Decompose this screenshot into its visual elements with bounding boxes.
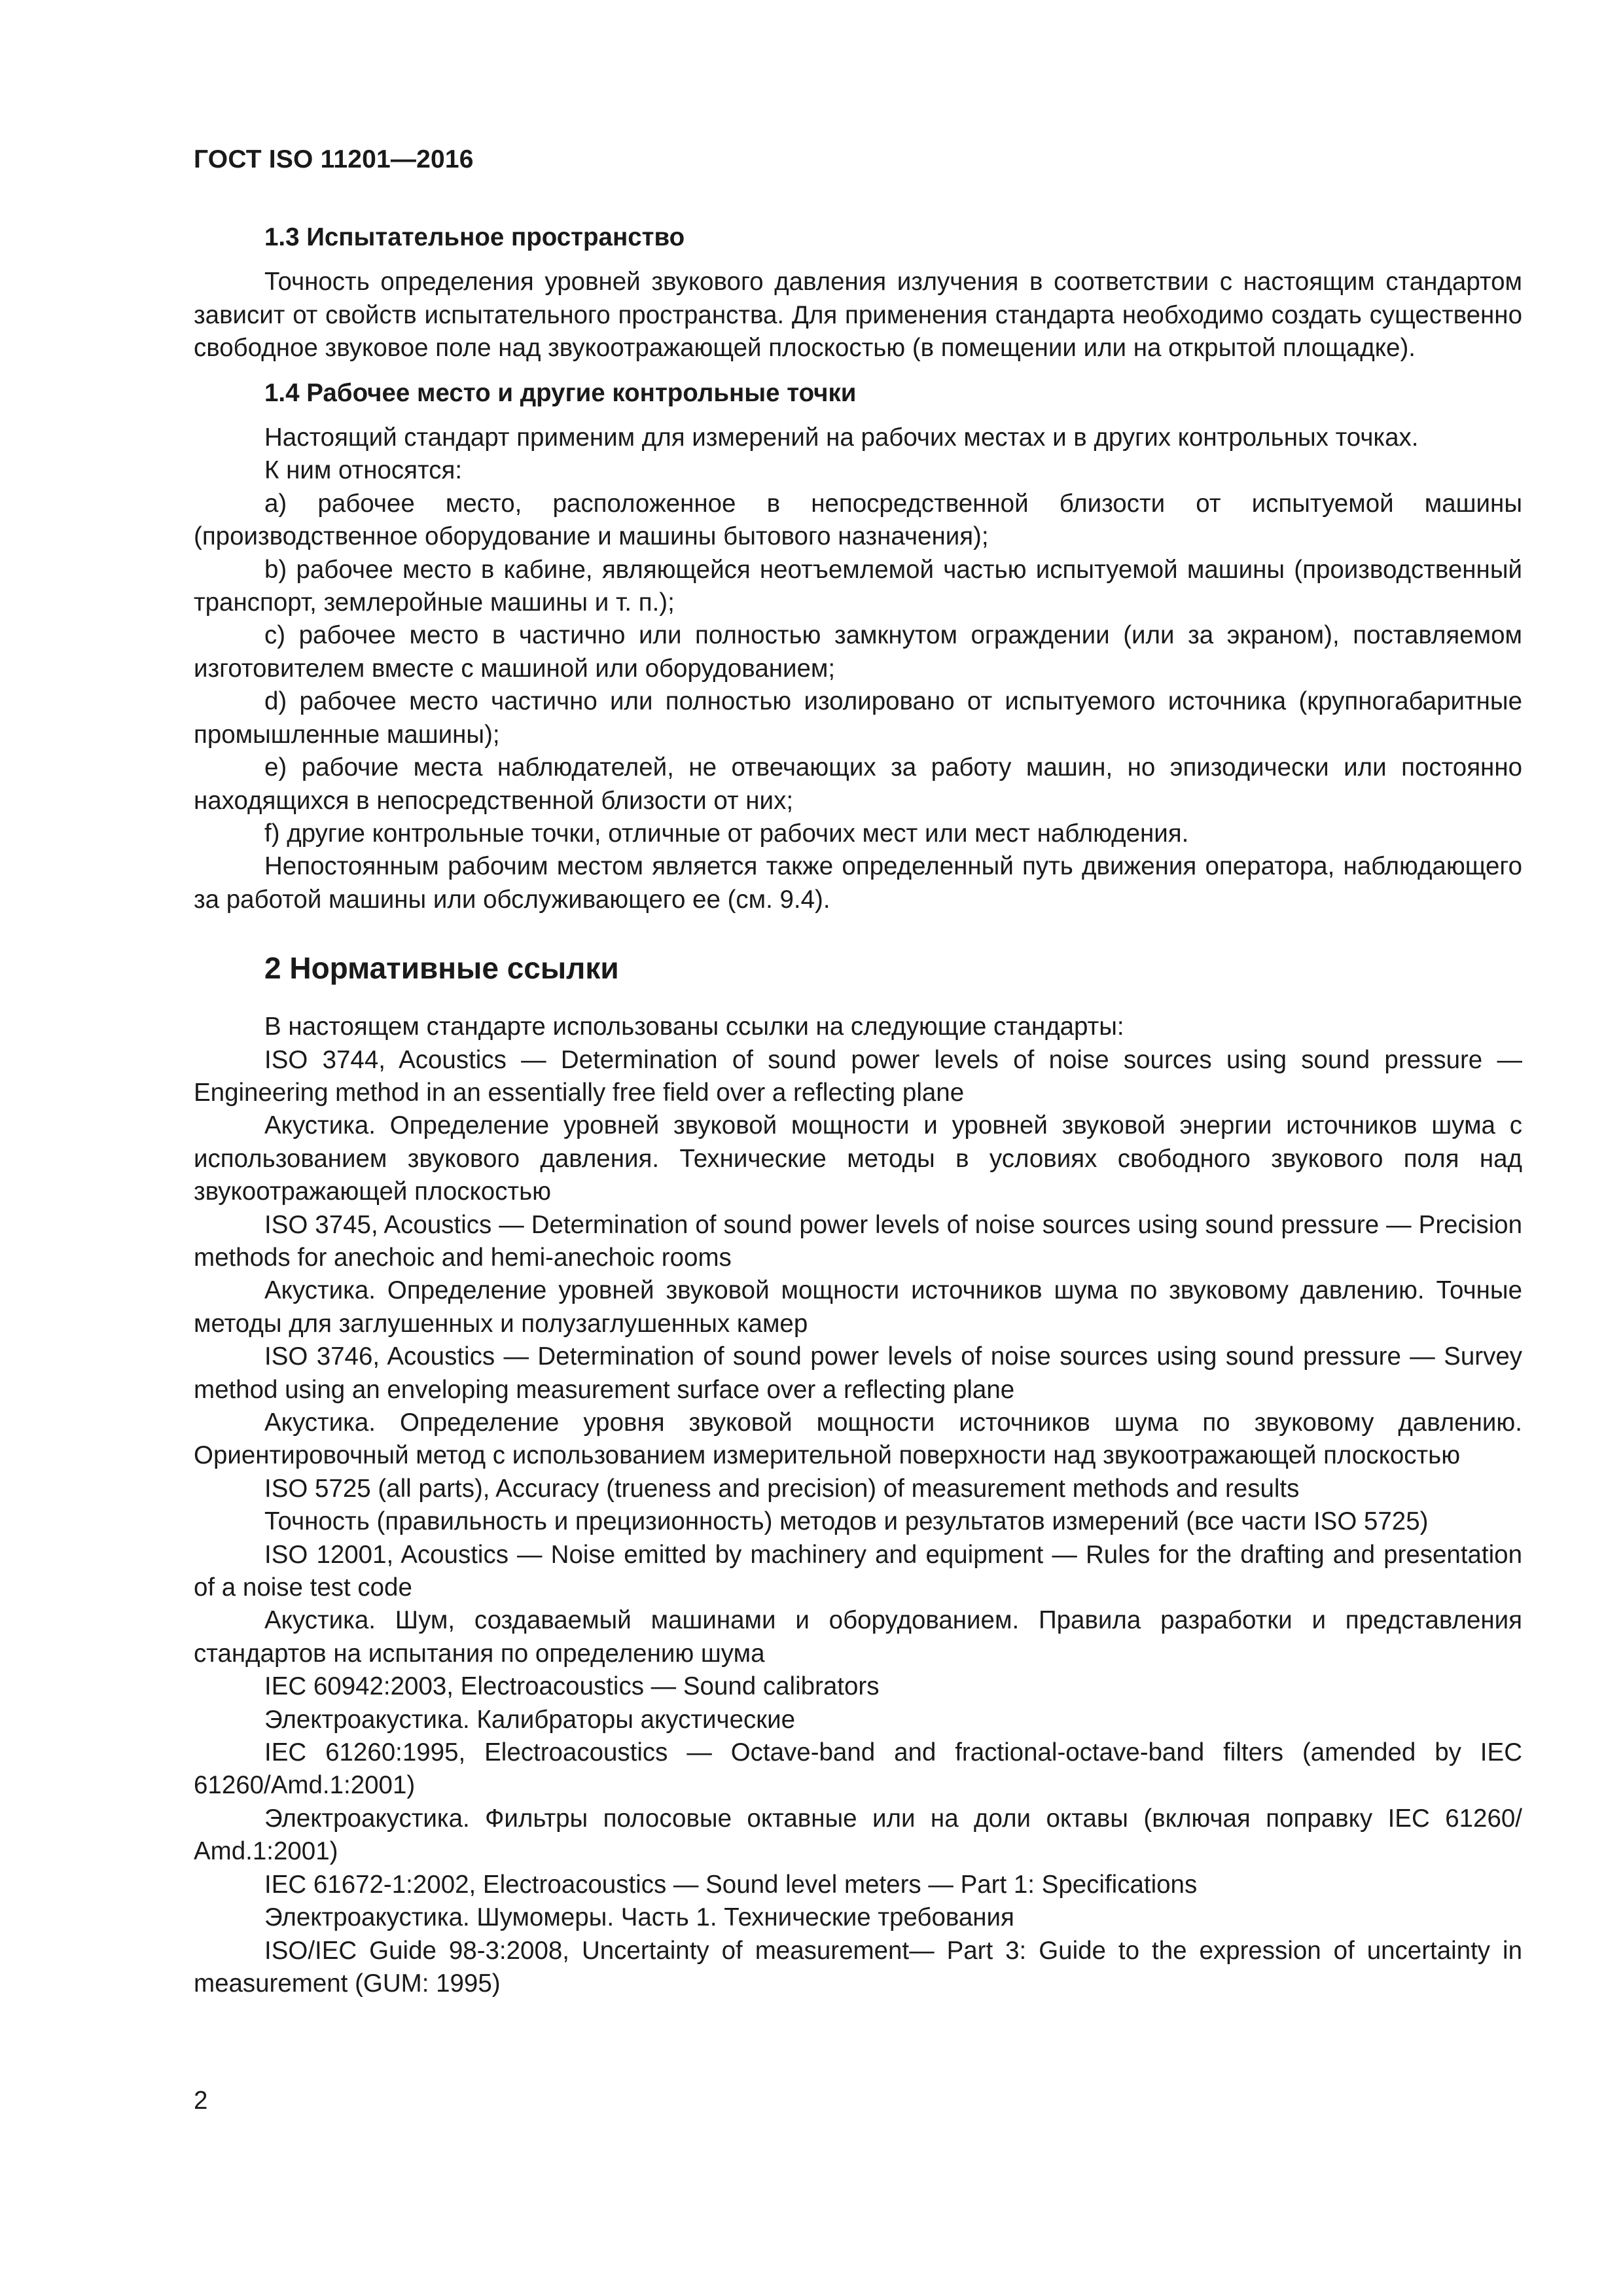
reference-translation: Акустика. Определение уровней звуковой мощности источников шума по звуковому давлению. Точные методы для заглушенных и полузаглушенных камер [194, 1276, 1522, 1338]
paragraph: Непостоянным рабочим местом является также определенный путь движения оператора, наблюдающего за работой машины или обслуживающего ее (см. 9.4). [194, 852, 1522, 914]
reference-entry: IEC 61672-1:2002, Electroacoustics — Sound level meters — Part 1: Specifications [264, 1870, 1198, 1899]
reference-translation: Электроакустика. Калибраторы акустические [264, 1705, 796, 1734]
reference-entry: IEC 60942:2003, Electroacoustics — Sound calibrators [264, 1672, 880, 1701]
paragraph: Точность определения уровней звукового давления излучения в соответствии с настоящим стандартом зависит от свойств испытательного пространства. Для применения стандарта необходимо создать существенно свободное звуковое поле над звукоотражающей плоскостью (в помещении или на открытой площадке). [194, 268, 1522, 363]
reference-entry: ISO/IEC Guide 98-3:2008, Uncertainty of measurement— Part 3: Guide to the expression of uncertainty in measurement (GUM: 1995) [194, 1936, 1522, 1998]
reference-translation: Электроакустика. Шумомеры. Часть 1. Технические требования [264, 1903, 1014, 1932]
page-number: 2 [194, 2087, 208, 2115]
reference-entry: ISO 3746, Acoustics — Determination of sound power levels of noise sources using sound pressure — Survey method using an enveloping measurement surface over a reflecting plane [194, 1342, 1522, 1404]
paragraph: В настоящем стандарте использованы ссылки на следующие стандарты: [264, 1013, 1124, 1041]
reference-translation: Акустика. Определение уровня звуковой мощности источников шума по звуковому давлению. Ориентировочный метод с использованием измерительной поверхности над звукоотражающей плоскостью [194, 1408, 1522, 1470]
reference-translation: Точность (правильность и прецизионность) методов и результатов измерений (все части ISO 5725) [264, 1507, 1429, 1536]
section-2-heading: 2 Нормативные ссылки [264, 951, 619, 986]
running-header: ГОСТ ISO 11201—2016 [194, 145, 474, 173]
page-content [194, 221, 1522, 2000]
reference-entry: ISO 12001, Acoustics — Noise emitted by machinery and equipment — Rules for the drafting and presentation of a noise test code [194, 1540, 1522, 1602]
reference-translation: Электроакустика. Фильтры полосовые октавные или на доли октавы (включая поправку IEC 61260/ Amd.1:2001) [194, 1804, 1522, 1866]
reference-entry: ISO 3744, Acoustics — Determination of sound power levels of noise sources using sound pressure — Engineering method in an essentially free field over a reflecting plane [194, 1045, 1522, 1107]
paragraph: К ним относятся: [264, 456, 463, 485]
list-item-b: b) рабочее место в кабине, являющейся неотъемлемой частью испытуемой машины (производственный транспорт, землеройные машины и т. п.); [194, 555, 1522, 617]
list-item-e: е) рабочие места наблюдателей, не отвечающих за работу машин, но эпизодически или постоянно находящихся в непосредственной близости от них; [194, 753, 1522, 815]
list-item-d: d) рабочее место частично или полностью изолировано от испытуемого источника (крупногабаритные промышленные машины); [194, 687, 1522, 749]
reference-entry: ISO 3745, Acoustics — Determination of sound power levels of noise sources using sound pressure — Precision methods for anechoic and hemi-anechoic rooms [194, 1210, 1522, 1272]
reference-translation: Акустика. Шум, создаваемый машинами и оборудованием. Правила разработки и представления стандартов на испытания по определению шума [194, 1606, 1522, 1668]
reference-translation: Акустика. Определение уровней звуковой мощности и уровней звуковой энергии источников шума с использованием звукового давления. Технические методы в условиях свободного звукового поля над звукоотражающей плоскостью [194, 1111, 1522, 1206]
paragraph: Настоящий стандарт применим для измерений на рабочих местах и в других контрольных точках. [264, 423, 1419, 452]
reference-entry: ISO 5725 (all parts), Accuracy (trueness and precision) of measurement methods and results [264, 1474, 1300, 1503]
reference-entry: IEC 61260:1995, Electroacoustics — Octave-band and fractional-octave-band filters (amended by IEC 61260/Amd.1:2001) [194, 1738, 1522, 1800]
list-item-a: а) рабочее место, расположенное в непосредственной близости от испытуемой машины (производственное оборудование и машины бытового назначения); [194, 489, 1522, 551]
list-item-f: f) другие контрольные точки, отличные от рабочих мест или мест наблюдения. [264, 819, 1189, 848]
section-1-3-heading: 1.3 Испытательное пространство [264, 223, 685, 251]
list-item-c: с) рабочее место в частично или полностью замкнутом ограждении (или за экраном), поставляемом изготовителем вместе с машиной или оборудованием; [194, 621, 1522, 683]
section-1-4-heading: 1.4 Рабочее место и другие контрольные точки [264, 378, 857, 407]
